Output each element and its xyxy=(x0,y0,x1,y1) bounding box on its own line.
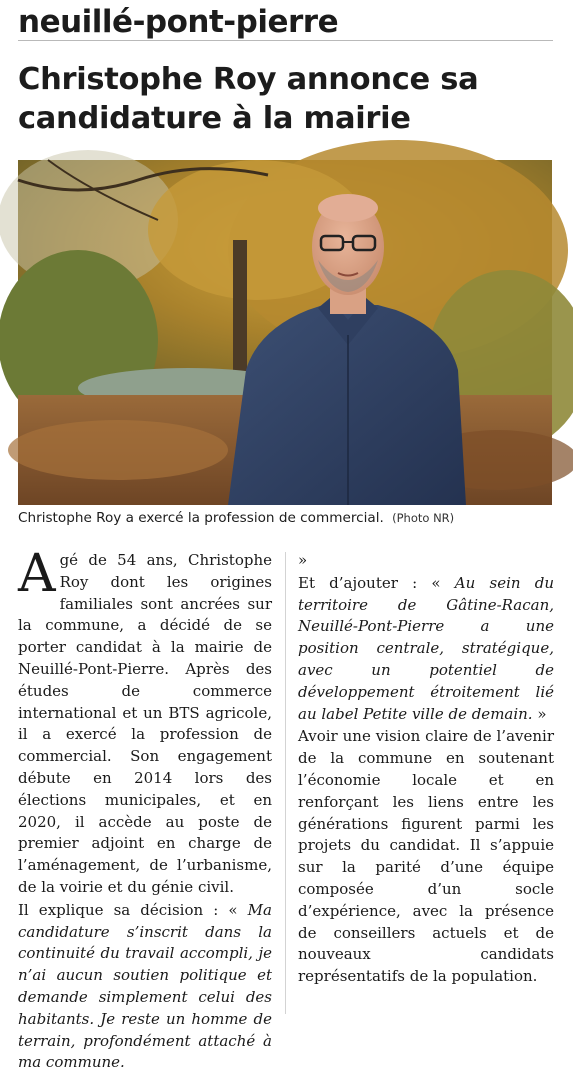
paragraph-3 xyxy=(298,573,554,726)
quote-close-2: » xyxy=(537,704,547,723)
rubric-divider xyxy=(18,40,553,41)
section-rubric: neuillé-pont-pierre xyxy=(18,4,339,40)
paragraph-3-intro: Et d’ajouter : « xyxy=(298,573,441,592)
photo-credit: (Photo NR) xyxy=(392,511,455,525)
article-photo xyxy=(18,160,552,505)
paragraph-1-text: gé de 54 ans, Christophe Roy dont les origines familiales sont ancrées sur la commune, a décidé de se porter candidat à la mairie de Neuillé-Pont-Pierre. Après des études de commerce international et un BTS agricole, il a exercé la profession de commercial. Son engagement débute en 2014 lors des élections municipales, et en 2020, il accède au poste de premier adjoint en charge de l’aménagement, de l’urbanisme, de la voirie et du génie civil. xyxy=(18,551,272,896)
article-headline: Christophe Roy annonce sa candidature à la mairie xyxy=(18,62,479,136)
paragraph-2-close xyxy=(298,550,554,572)
paragraph-2-intro: Il explique sa décision : « xyxy=(18,900,238,919)
paragraph-1 xyxy=(18,544,272,899)
photo-caption xyxy=(18,510,558,526)
quote-close-1: » xyxy=(298,551,308,569)
drop-cap: A xyxy=(18,544,56,604)
article-column-right xyxy=(298,550,554,988)
paragraph-4: Avoir une vision claire de l’avenir de la commune en soutenant l’économie locale et en renforçant les liens entre les générations figurent parmi les projets du candidat. Il s’appuie sur la parité d’une équipe composée d’un socle d’expérience, avec la présence de conseillers actuels et de nouveaux candidats représentatifs de la population. xyxy=(298,727,554,986)
paragraph-3-quote: Au sein du territoire de Gâtine-Racan, Neuillé-Pont-Pierre a une position centrale, stratégique, avec un potentiel de développement étroitement lié au label Petite ville de demain. xyxy=(298,573,555,723)
paragraph-2 xyxy=(18,900,272,1074)
photo-caption-text: Christophe Roy a exercé la profession de commercial. xyxy=(18,510,384,526)
article-column-left xyxy=(18,544,272,1074)
column-divider xyxy=(285,552,286,1014)
paragraph-2-quote: Ma candidature s’inscrit dans la continuité du travail accompli, je n’ai aucun soutien politique et demande simplement celui des habitants. Je reste un homme de terrain, profondément attaché à ma commune. xyxy=(18,900,272,1072)
